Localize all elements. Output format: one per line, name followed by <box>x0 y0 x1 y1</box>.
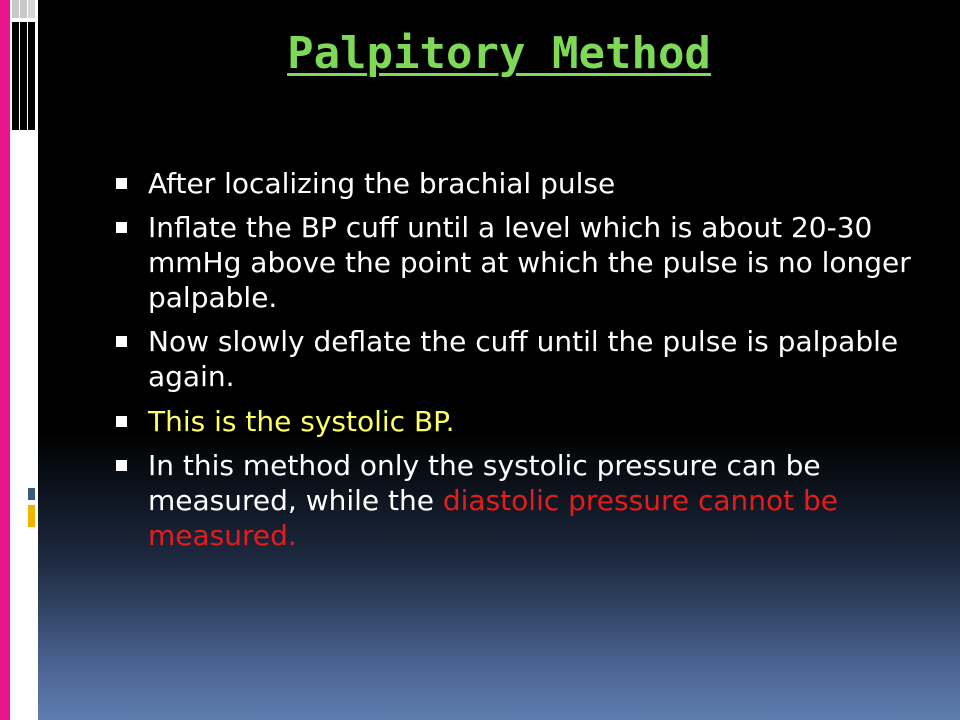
bullet-item <box>116 404 916 439</box>
bullet-text: Now slowly deflate the cuff until the pulse is palpable again. <box>148 325 899 393</box>
bullet-text: After localizing the brachial pulse <box>148 167 616 200</box>
theme-sidebar <box>0 0 38 720</box>
bullet-item <box>116 448 916 553</box>
bullet-item <box>116 166 916 201</box>
bullet-text: In this method only the systolic pressure can be measured, while the <box>148 449 821 517</box>
magenta-accent-bar <box>0 0 10 720</box>
bullet-item <box>116 324 916 394</box>
bullet-text-highlight: This is the systolic BP. <box>148 405 455 438</box>
square-bullet-icon <box>116 178 127 189</box>
square-bullet-icon <box>116 460 127 471</box>
bullet-text-warning: diastolic pressure cannot be measured. <box>148 484 839 552</box>
bullet-item <box>116 210 916 315</box>
bullet-text: Inflate the BP cuff until a level which is about 20-30 mmHg above the point at which the pulse is no longer palpable. <box>148 211 911 314</box>
square-bullet-icon <box>116 222 127 233</box>
square-bullet-icon <box>116 336 127 347</box>
slide-canvas <box>38 0 960 720</box>
square-bullet-icon <box>116 416 127 427</box>
bullet-list <box>116 166 916 562</box>
slide-title: Palpitory Method <box>287 28 711 79</box>
